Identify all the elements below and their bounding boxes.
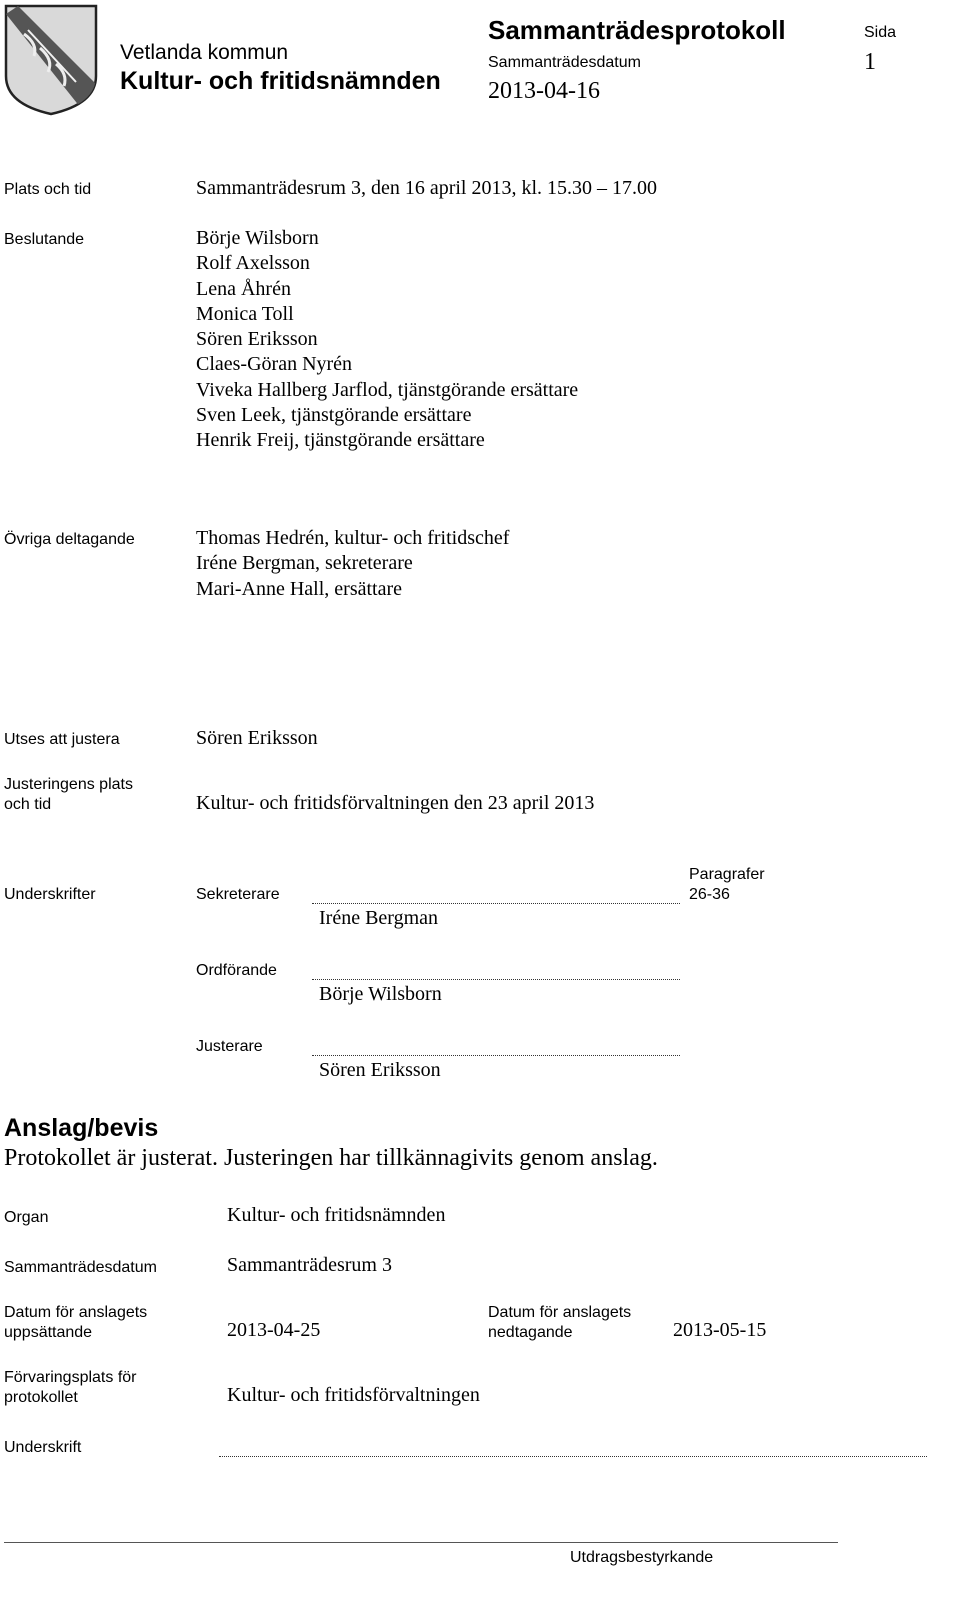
list-item: Börje Wilsborn (196, 227, 319, 249)
notice-date-value: Sammanträdesrum 3 (227, 1254, 392, 1276)
list-item: Iréne Bergman, sekreterare (196, 552, 413, 575)
page-label: Sida (864, 24, 897, 41)
notice-statement: Protokollet är justerat. Justeringen har tillkännagivits genom anslag. (4, 1145, 658, 1171)
list-item: Claes-Göran Nyrén (196, 353, 353, 376)
secretary-signature-line[interactable] (312, 903, 680, 904)
removal-date-label-line2: nedtagande (488, 1324, 573, 1341)
adjuster-label: Utses att justera (4, 731, 120, 748)
chair-name: Börje Wilsborn (319, 983, 442, 1005)
notice-date-label: Sammanträdesdatum (4, 1259, 157, 1276)
organ-label: Organ (4, 1209, 49, 1226)
notice-signature-line[interactable] (219, 1456, 927, 1457)
removal-date-label-line1: Datum för anslagets (488, 1304, 632, 1321)
storage-label-line1: Förvaringsplats för (4, 1369, 137, 1386)
footer-rule (4, 1542, 838, 1543)
paragraphs-label: Paragrafer (689, 866, 765, 883)
adjuster-value: Sören Eriksson (196, 727, 318, 749)
posting-date-value: 2013-04-25 (227, 1319, 321, 1341)
list-item: Sven Leek, tjänstgörande ersättare (196, 404, 472, 427)
extract-certification-label: Utdragsbestyrkande (570, 1549, 714, 1566)
place-and-time-value: Sammanträdesrum 3, den 16 april 2013, kl. 15.30 – 17.00 (196, 177, 658, 199)
meeting-date-value: 2013-04-16 (488, 78, 600, 104)
adjuster-role-label: Justerare (196, 1038, 263, 1055)
document-title: Sammanträdesprotokoll (488, 15, 786, 45)
list-item: Monica Toll (196, 302, 294, 325)
municipal-coat-of-arms-logo (4, 4, 98, 116)
list-item: Lena Åhrén (196, 277, 291, 300)
page-number: 1 (864, 49, 876, 75)
paragraphs-value: 26-36 (689, 886, 730, 903)
adjuster-signature-name: Sören Eriksson (319, 1059, 441, 1081)
chair-signature-line[interactable] (312, 979, 680, 980)
municipality-name: Vetlanda kommun (120, 41, 289, 64)
posting-date-label-line2: uppsättande (4, 1324, 93, 1341)
list-item: Thomas Hedrén, kultur- och fritidschef (196, 527, 510, 549)
other-participants-list (196, 526, 509, 602)
organ-value: Kultur- och fritidsnämnden (227, 1204, 446, 1226)
list-item: Sören Eriksson (196, 328, 318, 351)
notice-heading: Anslag/bevis (4, 1114, 159, 1142)
meeting-date-label: Sammanträdesdatum (488, 54, 641, 71)
other-participants-label: Övriga deltagande (4, 531, 135, 548)
storage-label-line2: protokollet (4, 1389, 78, 1406)
adjuster-signature-line[interactable] (312, 1055, 680, 1056)
storage-value: Kultur- och fritidsförvaltningen (227, 1384, 480, 1406)
adjustment-place-label-line1: Justeringens plats (4, 776, 133, 793)
adjustment-place-value: Kultur- och fritidsförvaltningen den 23 april 2013 (196, 792, 595, 814)
signatures-label: Underskrifter (4, 886, 96, 903)
place-and-time-label: Plats och tid (4, 181, 92, 198)
decision-makers-list (196, 226, 578, 454)
notice-signature-label: Underskrift (4, 1439, 82, 1456)
committee-name: Kultur- och fritidsnämnden (120, 67, 441, 95)
list-item: Rolf Axelsson (196, 252, 310, 275)
secretary-role-label: Sekreterare (196, 886, 280, 903)
posting-date-label-line1: Datum för anslagets (4, 1304, 148, 1321)
adjustment-place-label-line2: och tid (4, 796, 52, 813)
chair-role-label: Ordförande (196, 962, 277, 979)
list-item: Henrik Freij, tjänstgörande ersättare (196, 429, 485, 452)
removal-date-value: 2013-05-15 (673, 1319, 767, 1341)
list-item: Mari-Anne Hall, ersättare (196, 577, 403, 600)
decision-makers-label: Beslutande (4, 231, 85, 248)
secretary-name: Iréne Bergman (319, 907, 439, 929)
list-item: Viveka Hallberg Jarflod, tjänstgörande ersättare (196, 378, 579, 401)
